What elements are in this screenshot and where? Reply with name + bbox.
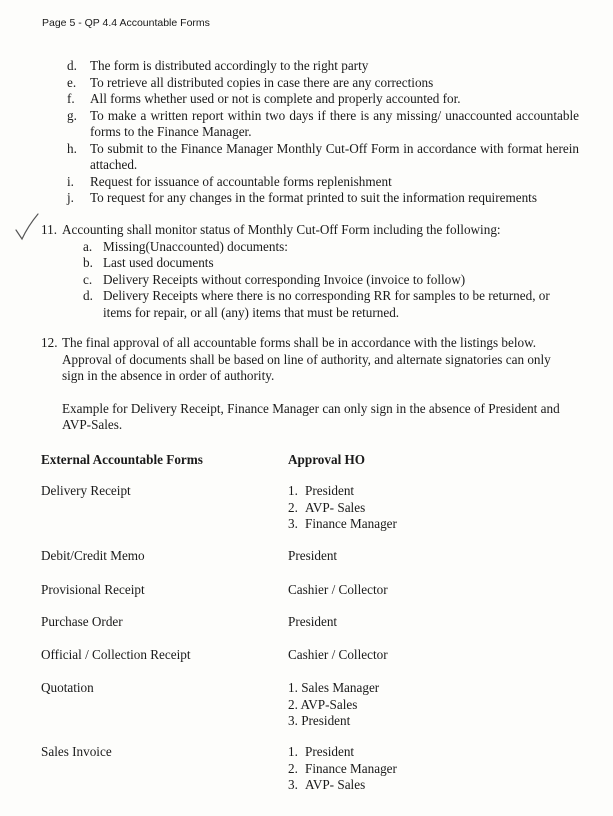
item-marker: g.: [67, 107, 77, 123]
item-text: To request for any changes in the format printed to suit the information requirements: [90, 190, 537, 205]
approver: Cashier / Collector: [288, 582, 388, 597]
approver: President: [288, 548, 338, 563]
form-name: Sales Invoice: [41, 744, 112, 759]
approver: 1. Sales Manager: [288, 680, 380, 695]
list-item: [0, 239, 613, 256]
approval-list: [288, 744, 397, 794]
item-text: To make a written report within two days if there is any missing/ unaccounted accountable forms to the Finance Manager.: [90, 107, 579, 139]
approver: 1. President: [288, 483, 355, 498]
item-marker: e.: [67, 74, 77, 90]
form-name: Purchase Order: [41, 614, 123, 629]
page-header: Page 5 - QP 4.4 Accountable Forms: [42, 17, 210, 29]
section-heading: [0, 335, 613, 385]
item-text: Delivery Receipts where there is no corresponding RR for samples to be returned, or items for repair, or all (any) items that must be returned.: [103, 288, 550, 320]
item-marker: f.: [67, 91, 75, 106]
approver: President: [288, 614, 338, 629]
item-marker: j.: [67, 190, 74, 205]
section-number: 11.: [41, 222, 57, 237]
approver: Cashier / Collector: [288, 647, 388, 662]
form-name: Provisional Receipt: [41, 582, 145, 597]
item-marker: d.: [83, 288, 93, 303]
section-11: [0, 222, 613, 321]
item-marker: b.: [83, 255, 93, 270]
approver: 2. Finance Manager: [288, 760, 397, 776]
list-item: [0, 288, 613, 321]
approval-list: [288, 483, 397, 533]
approver: 3. AVP- Sales: [288, 777, 366, 792]
approval-list: [288, 680, 379, 730]
list-items-d-to-j: [0, 58, 613, 207]
form-name: Delivery Receipt: [41, 483, 131, 498]
form-name: Official / Collection Receipt: [41, 647, 191, 662]
item-text: To submit to the Finance Manager Monthly Cut-Off Form in accordance with format herein attached.: [90, 140, 579, 172]
item-text: Delivery Receipts without corresponding Invoice (invoice to follow): [103, 271, 466, 287]
section-text: The final approval of all accountable forms shall be in accordance with the listings below. Approval of documents shall be based on line of authority, and alternate signatories can only sign in the absence in order of authority.: [62, 335, 551, 383]
list-item: [0, 174, 613, 191]
form-name: Quotation: [41, 680, 94, 695]
col-header-approval: Approval HO: [288, 452, 366, 467]
list-item: [0, 190, 613, 207]
item-text: Request for issuance of accountable forms replenishment: [90, 173, 392, 189]
item-marker: a.: [83, 238, 93, 254]
item-text: To retrieve all distributed copies in case there are any corrections: [90, 74, 434, 90]
item-marker: h.: [67, 140, 77, 156]
list-item: [0, 58, 613, 75]
list-item: [0, 141, 613, 174]
list-item: [0, 272, 613, 289]
item-text: Missing(Unaccounted) documents:: [103, 238, 288, 254]
item-text: All forms whether used or not is complete and properly accounted for.: [90, 91, 461, 106]
item-marker: c.: [83, 271, 93, 287]
approver: 1. President: [288, 744, 355, 759]
example-paragraph: Example for Delivery Receipt, Finance Manager can only sign in the absence of President and AVP-Sales.: [62, 400, 560, 432]
item-text: The form is distributed accordingly to the right party: [90, 58, 369, 73]
item-marker: d.: [67, 58, 77, 73]
list-item: [0, 75, 613, 92]
approver: 2. AVP-Sales: [288, 696, 358, 712]
list-item: [0, 255, 613, 272]
form-name: Debit/Credit Memo: [41, 548, 145, 563]
list-item: [0, 91, 613, 108]
section-number: 12.: [41, 335, 58, 350]
approver: 2. AVP- Sales: [288, 499, 366, 515]
section-text: Accounting shall monitor status of Monthly Cut-Off Form including the following:: [62, 222, 501, 237]
col-header-forms: External Accountable Forms: [41, 452, 203, 467]
item-text: Last used documents: [103, 255, 214, 270]
section-12: [0, 335, 613, 434]
approver: 3. Finance Manager: [288, 516, 397, 531]
item-marker: i.: [67, 173, 74, 189]
approver: 3. President: [288, 713, 351, 728]
list-item: [0, 108, 613, 141]
section-heading: [0, 222, 613, 239]
